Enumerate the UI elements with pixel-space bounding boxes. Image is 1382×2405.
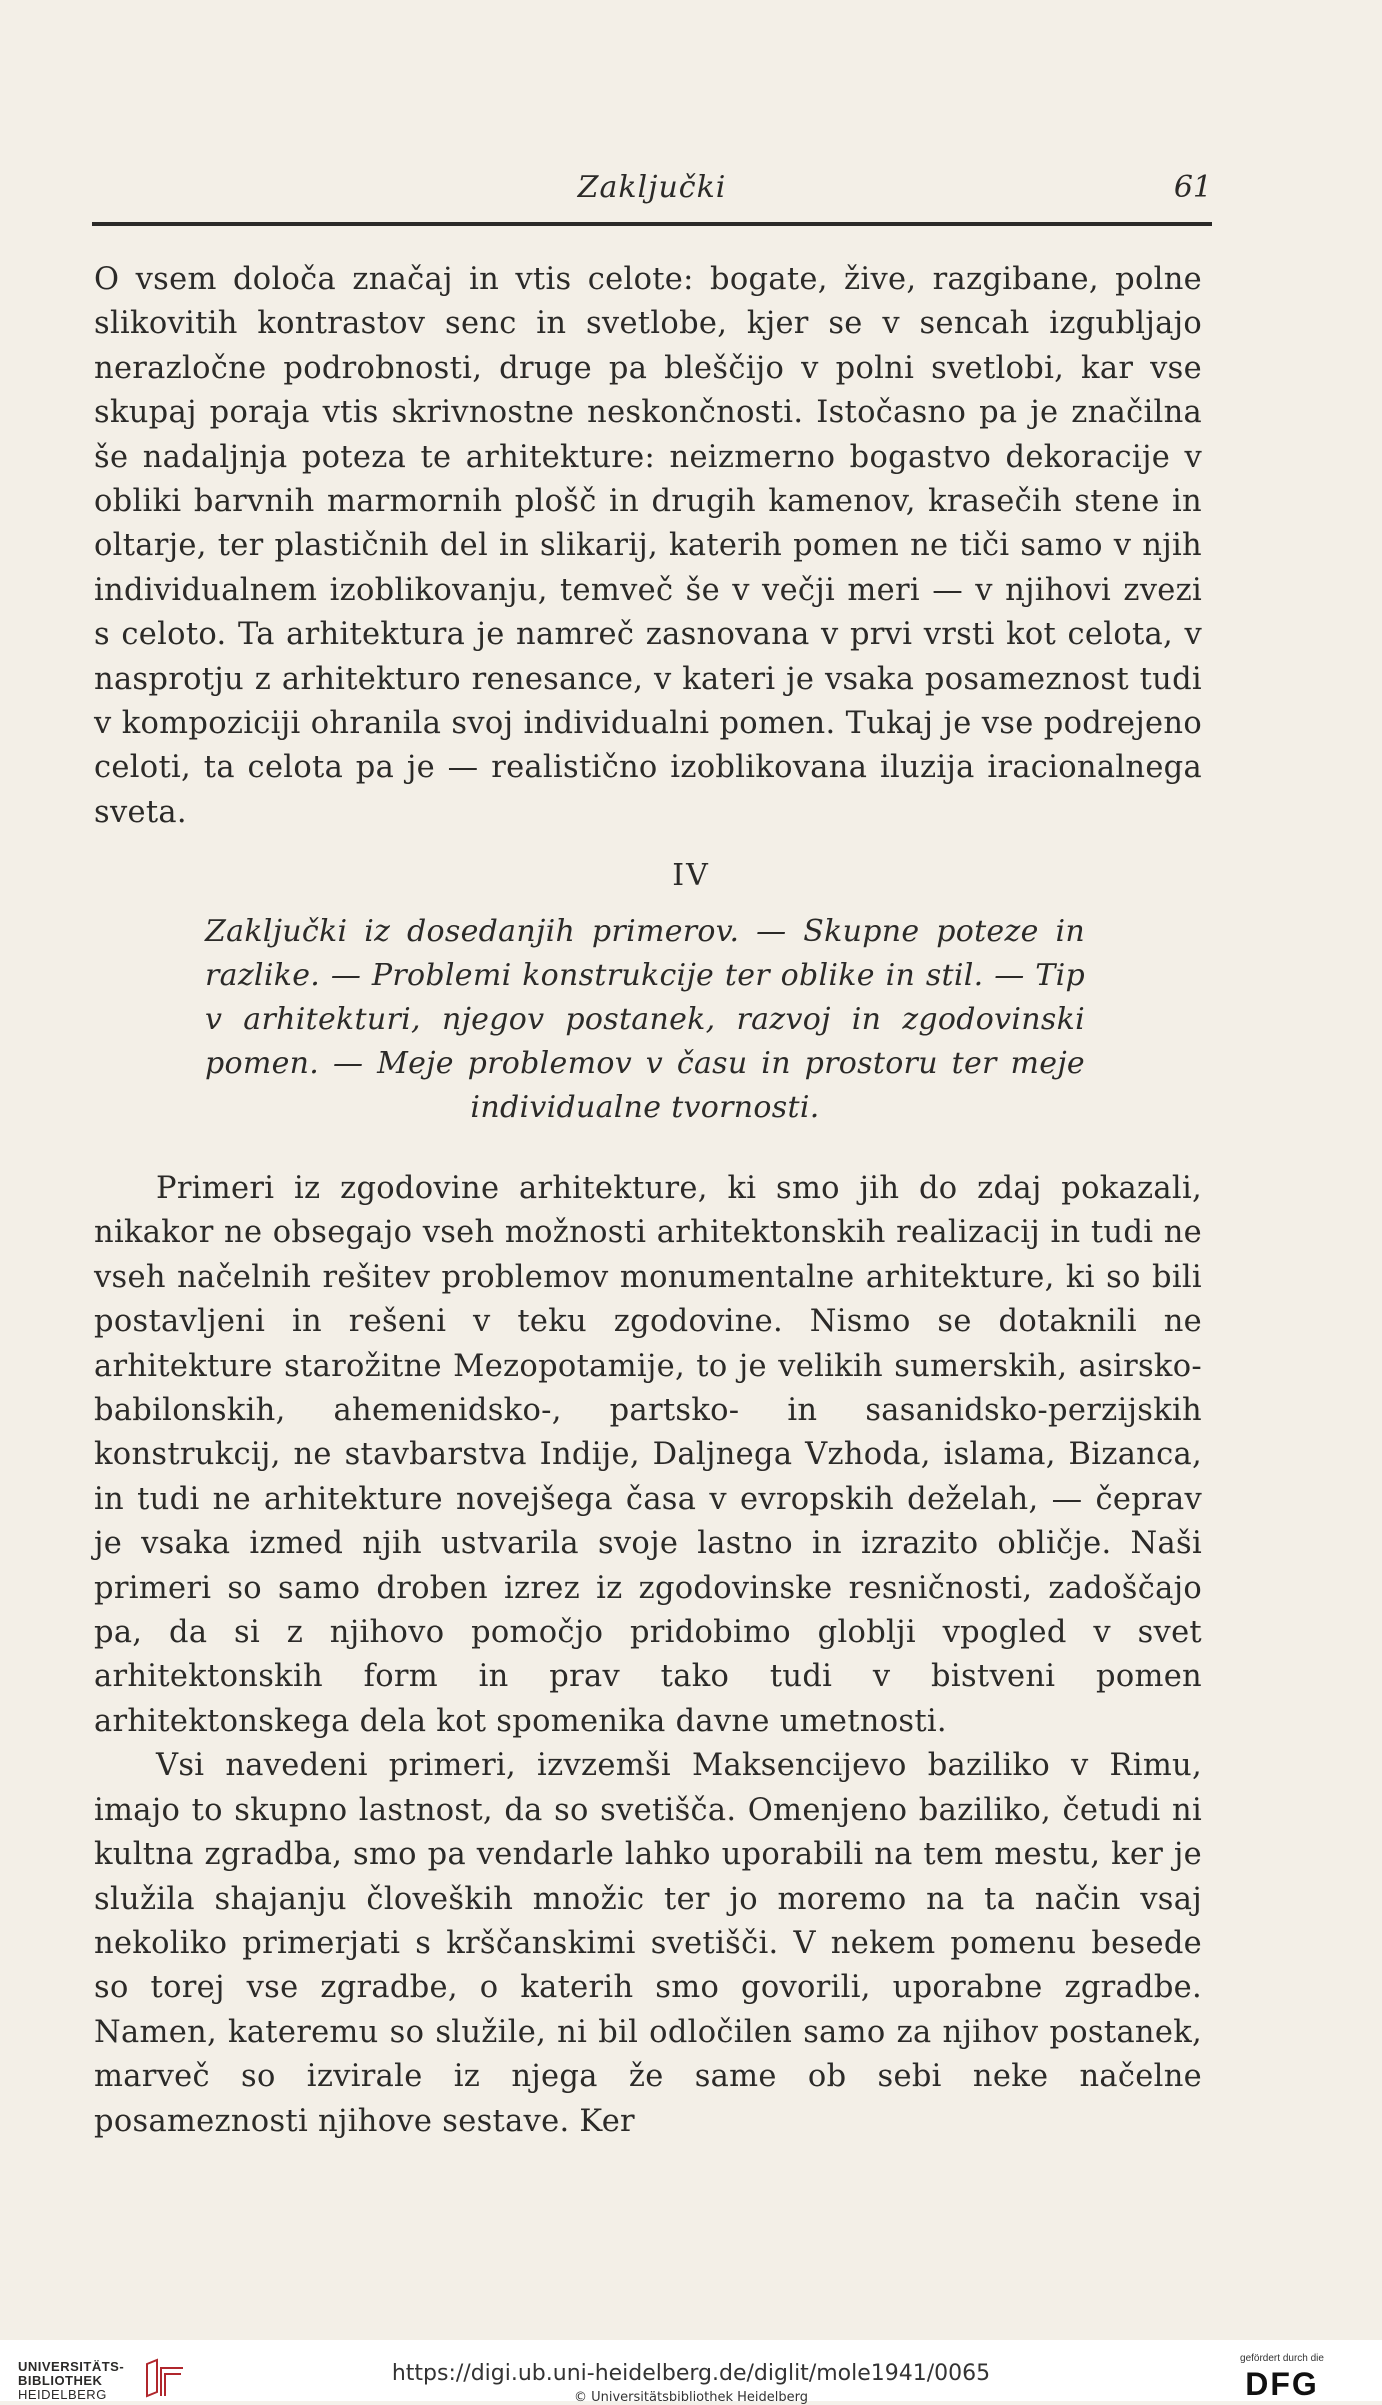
paragraph-1: O vsem določa značaj in vtis celote: bogate, žive, razgibane, polne slikovitih kontrastov senc in svetlobe, kjer se v sencah izgubljajo nerazločne podrobnosti, druge pa bleščijo v polni svetlobi, kar vse skupaj poraja vtis skrivnostne neskončnosti. Istočasno pa je značilna še nadaljnja poteza te arhitekture: neizmerno bogastvo dekoracije v obliki barvnih marmornih plošč in drugih kamenov, krasečih stene in oltarje, ter plastičnih del in slikarij, katerih pomen ne tiči samo v njih individualnem izoblikovanju, temveč še v večji meri — v njihovi zvezi s celoto. Ta arhitektura je namreč zasnovana v prvi vrsti kot celota, v nasprotju z arhitekturo renesance, v kateri je vsaka posameznost tudi v kompoziciji ohranila svoj individualni pomen. Tukaj je vse podrejeno celoti, ta celota pa je — realistično izoblikovana iluzija iracionalnega sveta. [94,262,1202,830]
section-number: IV [672,858,710,893]
paragraph-2: Primeri iz zgodovine arhitekture, ki smo jih do zdaj pokazali, nikakor ne obsegajo vseh možnosti arhitektonskih realizacij in tudi ne vseh načelnih rešitev problemov monumentalne arhitekture, ki so bili postavljeni in rešeni v teku zgodovine. Nismo se dotaknili ne arhitekture starožitne Mezopotamije, to je velikih sumerskih, asirsko-babilonskih, ahemenidsko-, partsko- in sasanidsko-perzijskih konstrukcij, ne stavbarstva Indije, Daljnega Vzhoda, islama, Bizanca, in tudi ne arhitekture novejšega časa v evropskih deželah, — čeprav je vsaka izmed njih ustvarila svoje lastno in izrazito obličje. Naši primeri so samo droben izrez iz zgodovinske resničnosti, zadoščajo pa, da si z njihovo pomočjo pridobimo globlji vpogled v svet arhitektonskih form in prav tako tudi v bistveni pomen arhitektonskega dela kot spomenika davne umetnosti. [94,1171,1202,1739]
paragraph-2-block [94,1167,1202,2144]
paragraph-1-block [94,258,1202,835]
paragraph-3: Vsi navedeni primeri, izvzemši Maksencijevo baziliko v Rimu, imajo to skupno lastnost, da so svetišča. Omenjeno baziliko, četudi ni kultna zgradba, smo pa vendarle lahko uporabili na tem mestu, ker je služila shajanju človeških množic ter jo moremo na ta način vsaj nekoliko primerjati s krščanskimi svetišči. V nekem pomenu besede so torej vse zgradbe, o katerih smo govorili, uporabne zgradbe. Namen, kateremu so služile, ni bil odločilen samo za njihov postanek, marveč so izvirale iz njega že same ob sebi neke načelne posameznosti njihove sestave. Ker [94,1748,1202,2139]
header-rule [92,222,1212,226]
section-summary: Zaključki iz dosedanjih primerov. — Skupne poteze in razlike. — Problemi konstrukcije ter oblike in stil. — Tip v arhitekturi, njegov postanek, razvoj in zgodovinski pomen. — Meje problemov v času in prostoru ter meje individualne tvornosti. [205,914,1085,1125]
library-name-line-1: UNIVERSITÄTS- [18,2359,125,2374]
library-name-line-2: BIBLIOTHEK [18,2373,103,2388]
page-number: 61 [1173,170,1212,205]
page-url-link[interactable]: https://digi.ub.uni-heidelberg.de/diglit/mole1941/0065 [391,2361,991,2386]
funding-note: gefördert durch die [1240,2353,1324,2364]
library-name-line-3: HEIDELBERG [18,2387,107,2402]
copyright-notice: © Universitätsbibliothek Heidelberg [573,2390,808,2405]
running-title: Zaključki [577,170,727,205]
dfg-logo[interactable]: DFG [1245,2366,1319,2402]
running-header [92,170,1212,210]
